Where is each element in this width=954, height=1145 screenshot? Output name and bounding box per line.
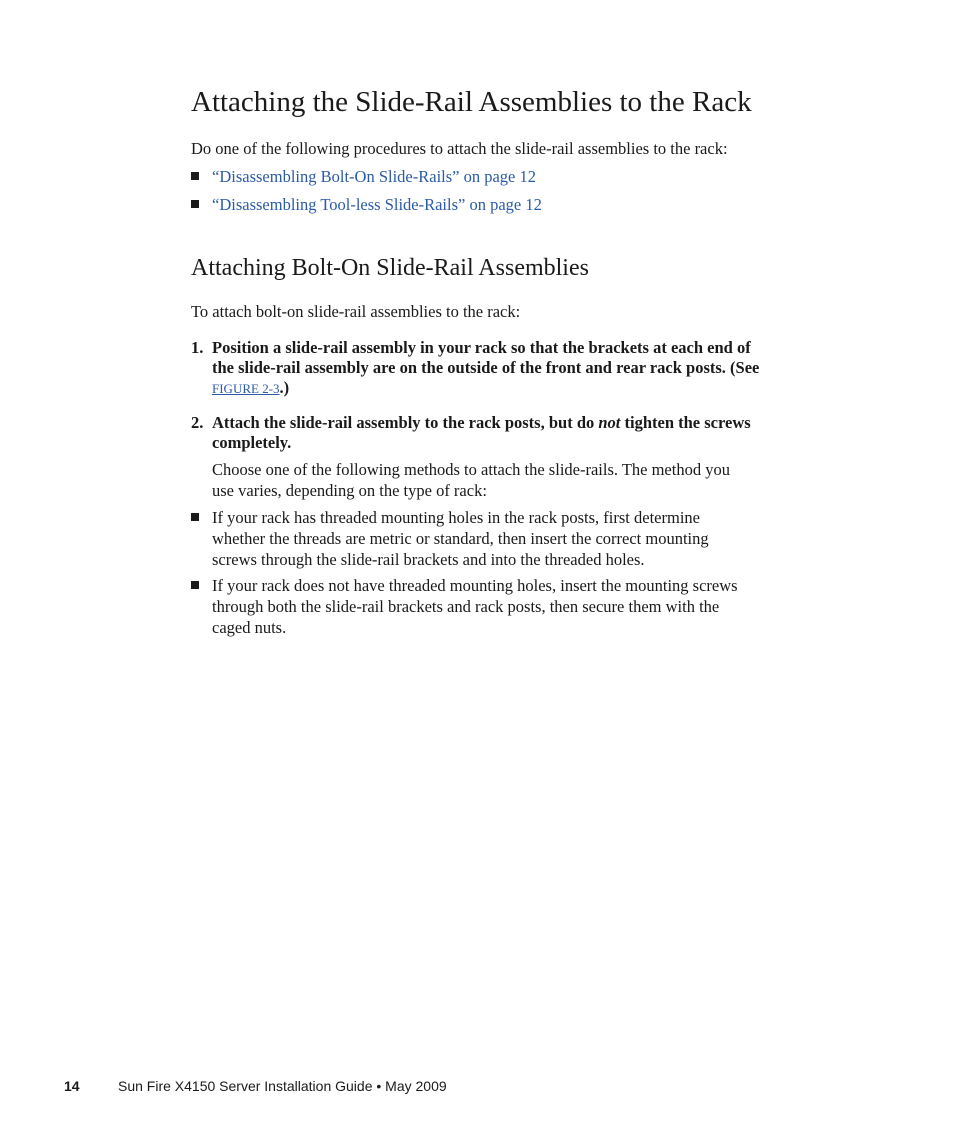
bullet-square-icon bbox=[191, 513, 199, 521]
step-line bbox=[212, 413, 842, 433]
bullet-line: caged nuts. bbox=[212, 618, 287, 637]
cross-reference-link[interactable]: “Disassembling Bolt-On Slide-Rails” on page 12 bbox=[212, 167, 536, 186]
bullet-square-icon bbox=[191, 172, 199, 180]
emphasis-text: not bbox=[598, 413, 621, 432]
subsection-intro: To attach bolt-on slide-rail assemblies to the rack: bbox=[191, 302, 521, 321]
cross-reference-link[interactable]: “Disassembling Tool-less Slide-Rails” on page 12 bbox=[212, 195, 542, 214]
method-paragraph bbox=[212, 459, 837, 501]
step-number: 2. bbox=[191, 413, 204, 432]
step-line bbox=[212, 378, 842, 399]
bullet-text bbox=[212, 575, 837, 638]
step-text bbox=[212, 338, 842, 399]
bullet-line: If your rack has threaded mounting holes in the rack posts, first determine bbox=[212, 508, 700, 527]
figure-reference-link[interactable]: FIGURE 2-3 bbox=[212, 381, 280, 396]
step-line: the slide-rail assembly are on the outside of the front and rear rack posts. (See bbox=[212, 358, 760, 377]
paragraph-line: Choose one of the following methods to attach the slide-rails. The method you bbox=[212, 460, 730, 479]
bullet-square-icon bbox=[191, 200, 199, 208]
step-line: Position a slide-rail assembly in your rack so that the brackets at each end of bbox=[212, 338, 751, 357]
step-text-part: Attach the slide-rail assembly to the rack posts, but do bbox=[212, 413, 599, 432]
bullet-line: through both the slide-rail brackets and rack posts, then secure them with the bbox=[212, 597, 720, 616]
bullet-line: whether the threads are metric or standard, then insert the correct mounting bbox=[212, 529, 709, 548]
bullet-square-icon bbox=[191, 581, 199, 589]
step-text-part: tighten the screws bbox=[620, 413, 751, 432]
step-text bbox=[212, 413, 842, 453]
subsection-title: Attaching Bolt-On Slide-Rail Assemblies bbox=[191, 255, 589, 281]
footer-title: Sun Fire X4150 Server Installation Guide • May 2009 bbox=[118, 1078, 447, 1094]
page-number: 14 bbox=[64, 1078, 80, 1094]
bullet-text bbox=[212, 507, 837, 570]
section-intro: Do one of the following procedures to attach the slide-rail assemblies to the rack: bbox=[191, 139, 728, 158]
bullet-line: screws through the slide-rail brackets and into the threaded holes. bbox=[212, 550, 645, 569]
bullet-line: If your rack does not have threaded mounting holes, insert the mounting screws bbox=[212, 576, 738, 595]
step-number: 1. bbox=[191, 338, 204, 357]
step-line: completely. bbox=[212, 433, 292, 452]
section-title: Attaching the Slide-Rail Assemblies to the Rack bbox=[191, 86, 752, 118]
step-tail: .) bbox=[279, 378, 290, 397]
paragraph-line: use varies, depending on the type of rack: bbox=[212, 481, 487, 500]
